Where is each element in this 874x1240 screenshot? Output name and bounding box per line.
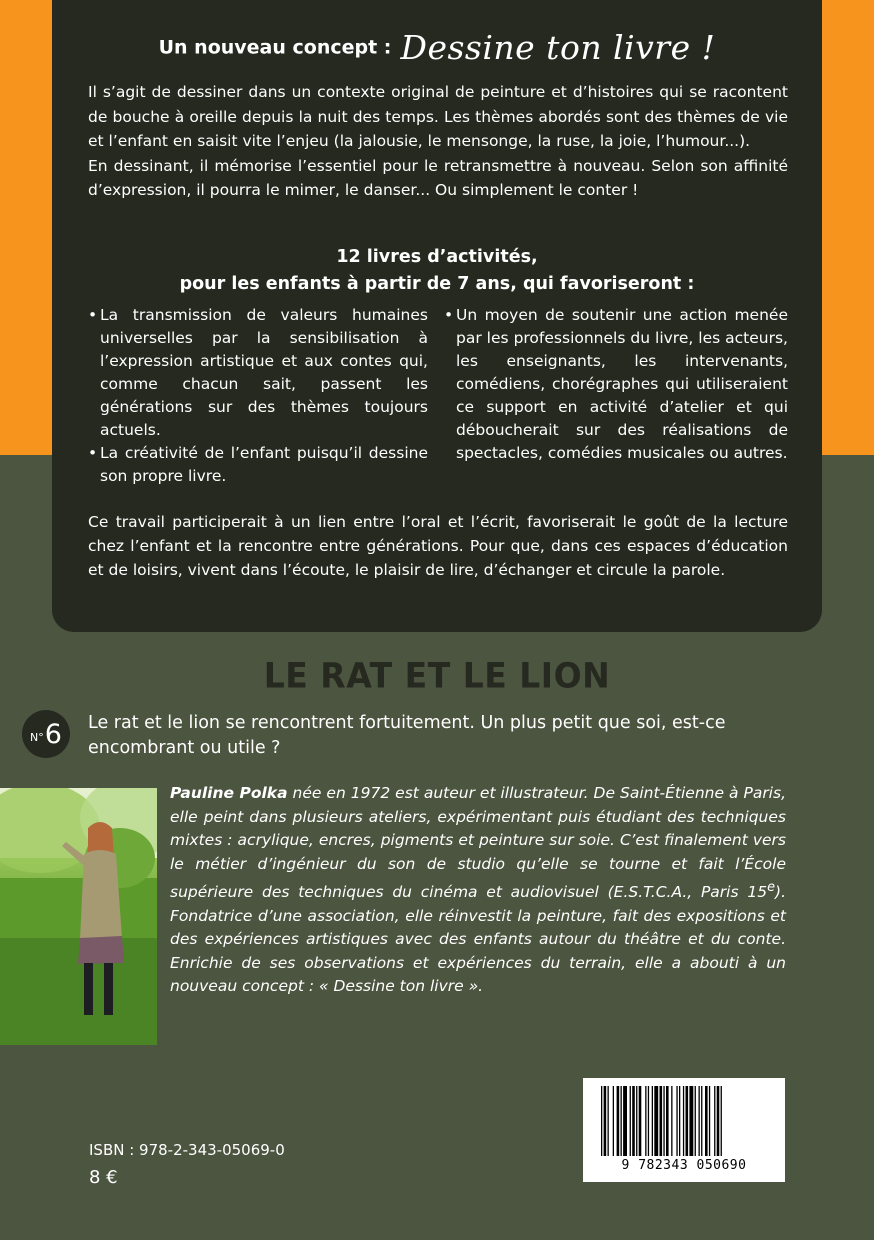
closing-paragraph: Ce travail participerait à un lien entre l’oral et l’écrit, favoriserait le goût de la lecture chez l’enfant et la rencontre entre générations. Pour que, dans ces espaces d’éducation et de loisirs, vivent dans l’écoute, le plaisir de lire, d’échanger et circule la parole. [88, 513, 788, 579]
barcode-bars-icon [599, 1086, 769, 1158]
benefits-right-column [444, 304, 788, 465]
benefit-text: Un moyen de soutenir une action menée par les professionnels du livre, les acteurs, les enseignants, les intervenants, comédiens, chorégraphes qui utiliseraient ce support en activité d’atelier et qui déboucherait sur des réalisations de spectacles, comédies musicales ou autres. [456, 306, 788, 462]
book-summary: Le rat et le lion se rencontrent fortuitement. Un plus petit que soi, est-ce encombrant ou utile ? [88, 713, 726, 758]
bio-text-part-1: née en 1972 est auteur et illustrateur. De Saint-Étienne à Paris, elle peint dans plusieurs ateliers, expérimentant puis étudiant des techniques mixtes : acrylique, encres, pigments et peinture sur soie. C’est finalement vers le métier d’ingénieur du son de studio qu’elle se tourne et fait l’École supérieure des techniques du cinéma et audiovisuel (E.S.T.C.A., Paris 15 [170, 784, 786, 902]
benefit-item [88, 442, 428, 488]
author-photo [0, 788, 157, 1045]
concept-panel [52, 0, 822, 632]
book-title: LE RAT ET LE LION [263, 655, 611, 696]
benefits-left-column [88, 304, 428, 488]
headline-lead: Un nouveau concept : [158, 36, 392, 59]
volume-number: 6 [44, 718, 62, 750]
activities-heading-line-2: pour les enfants à partir de 7 ans, qui favoriseront : [179, 274, 695, 294]
activities-heading [52, 244, 822, 298]
activities-heading-line-1: 12 livres d’activités, [336, 247, 538, 267]
concept-headline [52, 28, 822, 67]
bio-text-part-2: ). Fondatrice d’une association, elle réinvestit la peinture, fait des expositions et des expériences artistiques avec des enfants autour du théâtre et du conte. Enrichie de ses observations et expériences du terrain, elle a abouti à un nouveau concept : « Dessine ton livre ». [170, 883, 786, 996]
author-biography [170, 782, 786, 999]
isbn-number: ISBN : 978-2-343-05069-0 [89, 1141, 285, 1159]
bullet-icon: • [88, 444, 98, 462]
volume-number-prefix: N° [30, 730, 44, 744]
price: 8 € [89, 1167, 118, 1188]
volume-number-badge [22, 710, 70, 758]
barcode-digits: 9 782343 050690 [621, 1158, 747, 1173]
author-photo-illustration [0, 788, 157, 1045]
intro-text [88, 80, 788, 203]
benefit-item [444, 304, 788, 465]
intro-paragraph-2: En dessinant, il mémorise l’essentiel pour le retransmettre à nouveau. Selon son affinité d’expression, il pourra le mimer, le danser... Ou simplement le conter ! [88, 156, 788, 199]
bullet-icon: • [444, 306, 454, 324]
bio-superscript: e [767, 880, 776, 895]
headline-script-title: Dessine ton livre ! [400, 28, 716, 67]
author-name: Pauline Polka [170, 784, 288, 802]
intro-paragraph-1: Il s’agit de dessiner dans un contexte original de peinture et d’histoires qui se racontent de bouche à oreille depuis la nuit des temps. Les thèmes abordés sont des thèmes de vie et l’enfant en saisit vite l’enjeu (la jalousie, le mensonge, la ruse, la joie, l’humour...). [88, 83, 788, 150]
benefit-text: La transmission de valeurs humaines universelles par la sensibilisation à l’expression artistique et aux contes qui, comme chacun sait, passent les générations sur des thèmes toujours actuels. [100, 306, 428, 439]
benefit-text: La créativité de l’enfant puisqu’il dessine son propre livre. [100, 444, 428, 485]
bullet-icon: • [88, 306, 98, 324]
benefit-item [88, 304, 428, 442]
barcode [583, 1078, 785, 1182]
